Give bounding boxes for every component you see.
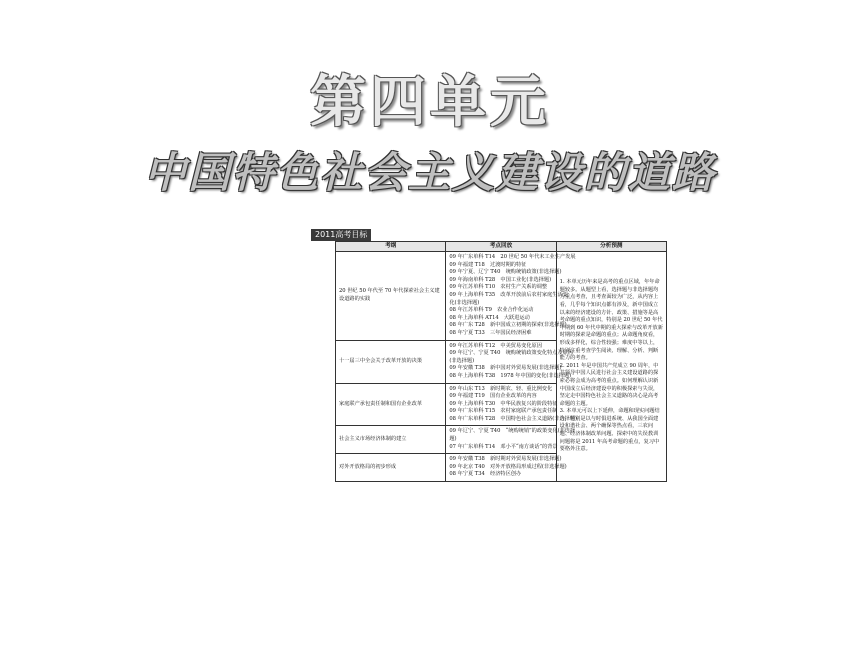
point-line: 09 年安徽 T38 新中国对外贸易发展(非选择题) <box>449 365 562 372</box>
point-line: 09 年宁夏、辽宁 T40 统购统销政策(非选择题) <box>449 269 562 276</box>
point-line: 08 年上海单科 T38 1978 年中国的变化(非选择题) <box>449 372 572 379</box>
exam-target-section <box>311 222 663 482</box>
table-header-row <box>336 242 667 252</box>
row-topic: 十一届三中全会关于改革开放的决策 <box>336 340 446 383</box>
point-line: 09 年福建 T18 过渡时期的特征 <box>449 261 527 268</box>
point-line: 09 年海南单科 T28 中国工业化(非选择题) <box>449 276 552 283</box>
point-line: 09 年江苏单科 T12 中美贸易变化原因 <box>449 342 542 349</box>
analysis-item: 3. 本单元可以上下延伸，命题和现实问题结合，特别是以与时俱进系统、从我国全面建设和谐社会、两个确保等热点看，三农问题、经济体制改革问题、探索中的失误教训问题将是 2011 年高考命题的重点，复习中要格外注意。 <box>559 408 660 453</box>
point-line: 07 年广东单科 T14 邓小平“南方谈话”的背景 <box>449 443 558 450</box>
analysis-cell <box>556 252 666 482</box>
row-points <box>446 252 576 341</box>
point-line: 化(非选择题) <box>449 299 480 306</box>
point-line: 09 年辽宁、宁夏 T40 统购统销政策变化特点及原因 <box>449 350 574 357</box>
exam-outline-table <box>335 241 667 482</box>
row-points <box>446 454 567 482</box>
point-line: 09 年上海单科 T30 中华民族复兴的阶段特征 <box>449 400 558 407</box>
unit-title: 第四单元 <box>310 70 550 135</box>
point-line: 09 年广东单科 T14 20 世纪 50 年代末工业生产发展 <box>449 254 576 260</box>
point-line: 09 年安徽 T38 新时期对外贸易发展(非选择题) <box>449 456 562 463</box>
row-topic: 社会主义市场经济体制的建立 <box>336 426 446 454</box>
point-line: 08 年广东 T28 新中国成立初期的探索(非选择题) <box>449 322 567 329</box>
point-line: 08 年宁夏 T33 三年国民经济困难 <box>449 329 532 336</box>
row-points <box>446 383 578 426</box>
point-line: 09 年福建 T19 国有企业改革的内容 <box>449 393 537 400</box>
point-line: 09 年广东单科 T15 农村家庭联产承包责任制 <box>449 408 558 415</box>
row-points <box>446 426 576 454</box>
row-points <box>446 340 574 383</box>
point-line: 08 年宁夏 T34 经济特区创办 <box>449 471 522 478</box>
point-line: 08 年上海单科 AT14 大跃进运动 <box>449 314 530 321</box>
subject-title: 中国特色社会主义建设的道路 <box>143 148 716 197</box>
row-topic: 对外开放格局的初步形成 <box>336 454 446 482</box>
header-outline: 考纲 <box>336 242 446 252</box>
point-line: 09 年辽宁、宁夏 T40 “统购统销”的政策变化(非选择 <box>449 428 576 435</box>
header-points: 考点回放 <box>446 242 556 252</box>
point-line: 09 年山东 T13 新时期农、轻、重比例变化 <box>449 385 553 392</box>
header-analysis: 分析预测 <box>556 242 666 252</box>
analysis-item: 2. 2011 年是中国共产党成立 90 周年，中共领导中国人民进行社会主义建设道路的探索必将会成为高考的重点。如何理解认识新中国成立后经济建设中的积极探索与失误，坚定走中国特色社会主义道路的决心是高考命题的主题。 <box>559 362 659 407</box>
point-line: (非选择题) <box>449 357 475 364</box>
row-topic: 家庭联产承包责任制和国有企业改革 <box>336 383 446 426</box>
table-row <box>336 252 667 341</box>
analysis-item: 1. 本单元历年来是高考的重点区域，年年命题较多。从题型上看，选择题与非选择题均为重点考查，且考查面较为广泛，从内容上看，几乎每个知识点都有涉及，新中国成立以来的经济建设的方针、政策、措施等是高考命题的重点知识，特别是 20 世纪 50 年代中期到 60 年代中期的重大探索与改革开放新时期的探索是命题的重点；从命题角度看，形成多样化，综合性较强；难度中等以上，特别注重考查学生阅读、理解、分析、判断能力的考查。 <box>559 279 663 362</box>
point-line: 09 年上海单科 T35 改革开放前后农村家庭生活变 <box>449 291 568 298</box>
point-line: 09 年江苏单科 T10 农村生产关系的调整 <box>449 284 548 291</box>
point-line: 08 年广东单科 T28 中国特色社会主义道路(非选择题) <box>449 415 578 422</box>
target-label: 2011高考目标 <box>311 229 371 241</box>
point-line: 题) <box>449 436 457 443</box>
point-line: 08 年江苏单科 T9 农业合作化运动 <box>449 307 534 314</box>
row-topic: 20 世纪 50 年代至 70 年代探索社会主义建设道路的实践 <box>336 252 446 341</box>
point-line: 09 年北京 T40 对外开放格局形成过程(非选择题) <box>449 463 567 470</box>
